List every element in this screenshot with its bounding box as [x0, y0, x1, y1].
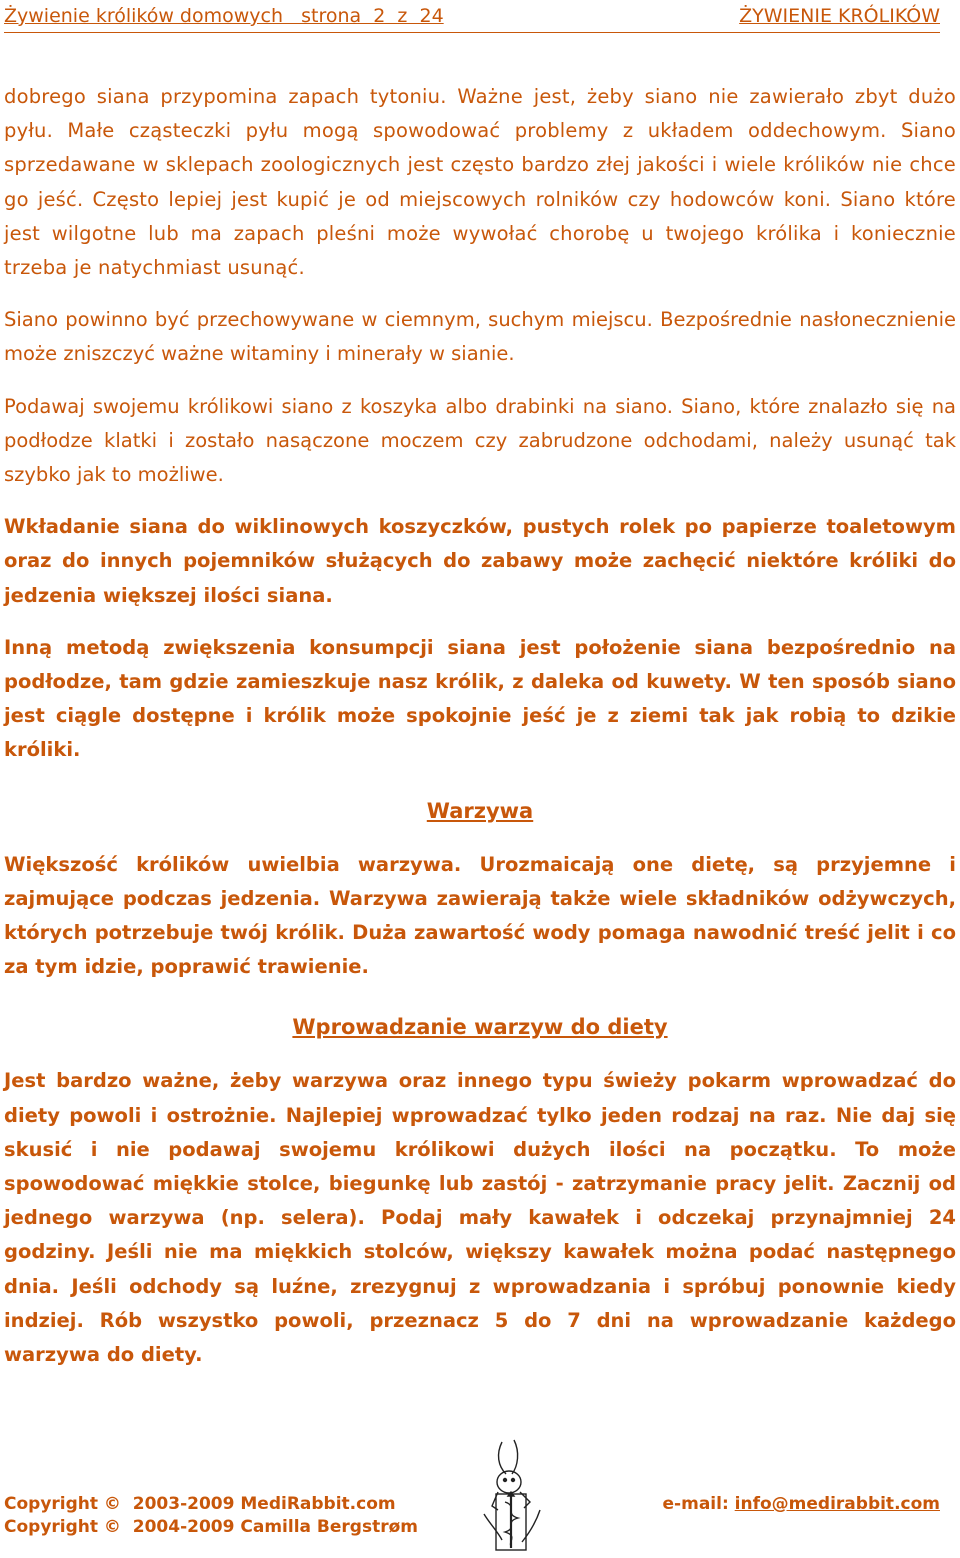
paragraph-3: Podawaj swojemu królikowi siano z koszyka albo drabinki na siano. Siano, które znalazło się na podłodze klatki i zostało nasączone moczem czy zabrudzone odchodami, należy usunąć tak szybko jak to możliwe.	[4, 394, 956, 487]
footer-email	[663, 1494, 940, 1514]
section-heading-warzywa: Warzywa	[426, 798, 534, 823]
paragraph-2: Siano powinno być przechowywane w ciemnym, suchym miejscu. Bezpośrednie nasłonecznienie może zniszczyć ważne witaminy i minerały w sianie.	[4, 308, 956, 366]
paragraph-1: dobrego siana przypomina zapach tytoniu. Ważne jest, żeby siano nie zawierało zbyt dużo pyłu. Małe cząsteczki pyłu mogą spowodować problemy z układem oddechowym. Siano sprzedawane w sklepach zoologicznych jest często bardzo złej jakości i wiele królików nie chce go jeść. Często lepiej jest kupić je od miejscowych rolników czy hodowców koni. Siano które jest wilgotne lub ma zapach pleśni może wywołać chorobę u twojego królika i koniecznie trzeba je natychmiast usunąć.	[4, 85, 956, 280]
section-wprowadzanie-text: Jest bardzo ważne, żeby warzywa oraz innego typu świeży pokarm wprowadzać do diety powoli i ostrożnie. Najlepiej wprowadzać tylko jeden rodzaj na raz. Nie daj się skusić i nie podawaj swojemu królikowi dużych ilości na początku. To może spowodować miękkie stolce, biegunkę lub zastój - zatrzymanie pracy jelit. Zacznij od jednego warzywa (np. selera). Podaj mały kawałek i odczekaj przynajmniej 24 godziny. Jeśli nie ma miękkich stolców, większy kawałek można podać następnego dnia. Jeśli odchody są luźne, zrezygnuj z wprowadzania i spróbuj ponownie kiedy indziej. Rób wszystko powoli, przeznacz 5 do 7 dni na wprowadzanie każdego warzywa do diety.	[4, 1069, 956, 1367]
section-warzywa-text: Większość królików uwielbia warzywa. Urozmaicają one dietę, są przyjemne i zajmujące podczas jedzenia. Warzywa zawierają także wiele składników odżywczych, których potrzebuje twój królik. Duża zawartość wody pomaga nawodnić treść jelit i co za tym idzie, poprawić trawienie.	[4, 852, 956, 979]
copyright-line-2: Copyright © 2004-2009 Camilla Bergstrøm	[4, 1517, 418, 1537]
page-header	[4, 0, 940, 33]
copyright-line-1: Copyright © 2003-2009 MediRabbit.com	[4, 1494, 396, 1514]
page-footer	[4, 1494, 940, 1546]
header-title: Żywienie królików domowych strona 2 z 24	[4, 5, 444, 27]
email-link[interactable]: info@medirabbit.com	[734, 1494, 940, 1514]
paragraph-5: Inną metodą zwiększenia konsumpcji siana jest położenie siana bezpośrednio na podłodze, tam gdzie zamieszkuje nasz królik, z daleka od kuwety. W ten sposób siano jest ciągle dostępne i królik może spokojnie jeść je z ziemi tak jak robią to dzikie króliki.	[4, 635, 956, 762]
document-body	[4, 80, 956, 1390]
section-heading-wprowadzanie: Wprowadzanie warzyw do diety	[292, 1015, 668, 1040]
paragraph-4: Wkładanie siana do wiklinowych koszyczków, pustych rolek po papierze toaletowym oraz do innych pojemników służących do zabawy może zachęcić niektóre króliki do jedzenia większej ilości siana.	[4, 515, 956, 607]
header-section: ŻYWIENIE KRÓLIKÓW	[739, 5, 940, 27]
email-label: e-mail:	[662, 1494, 735, 1514]
